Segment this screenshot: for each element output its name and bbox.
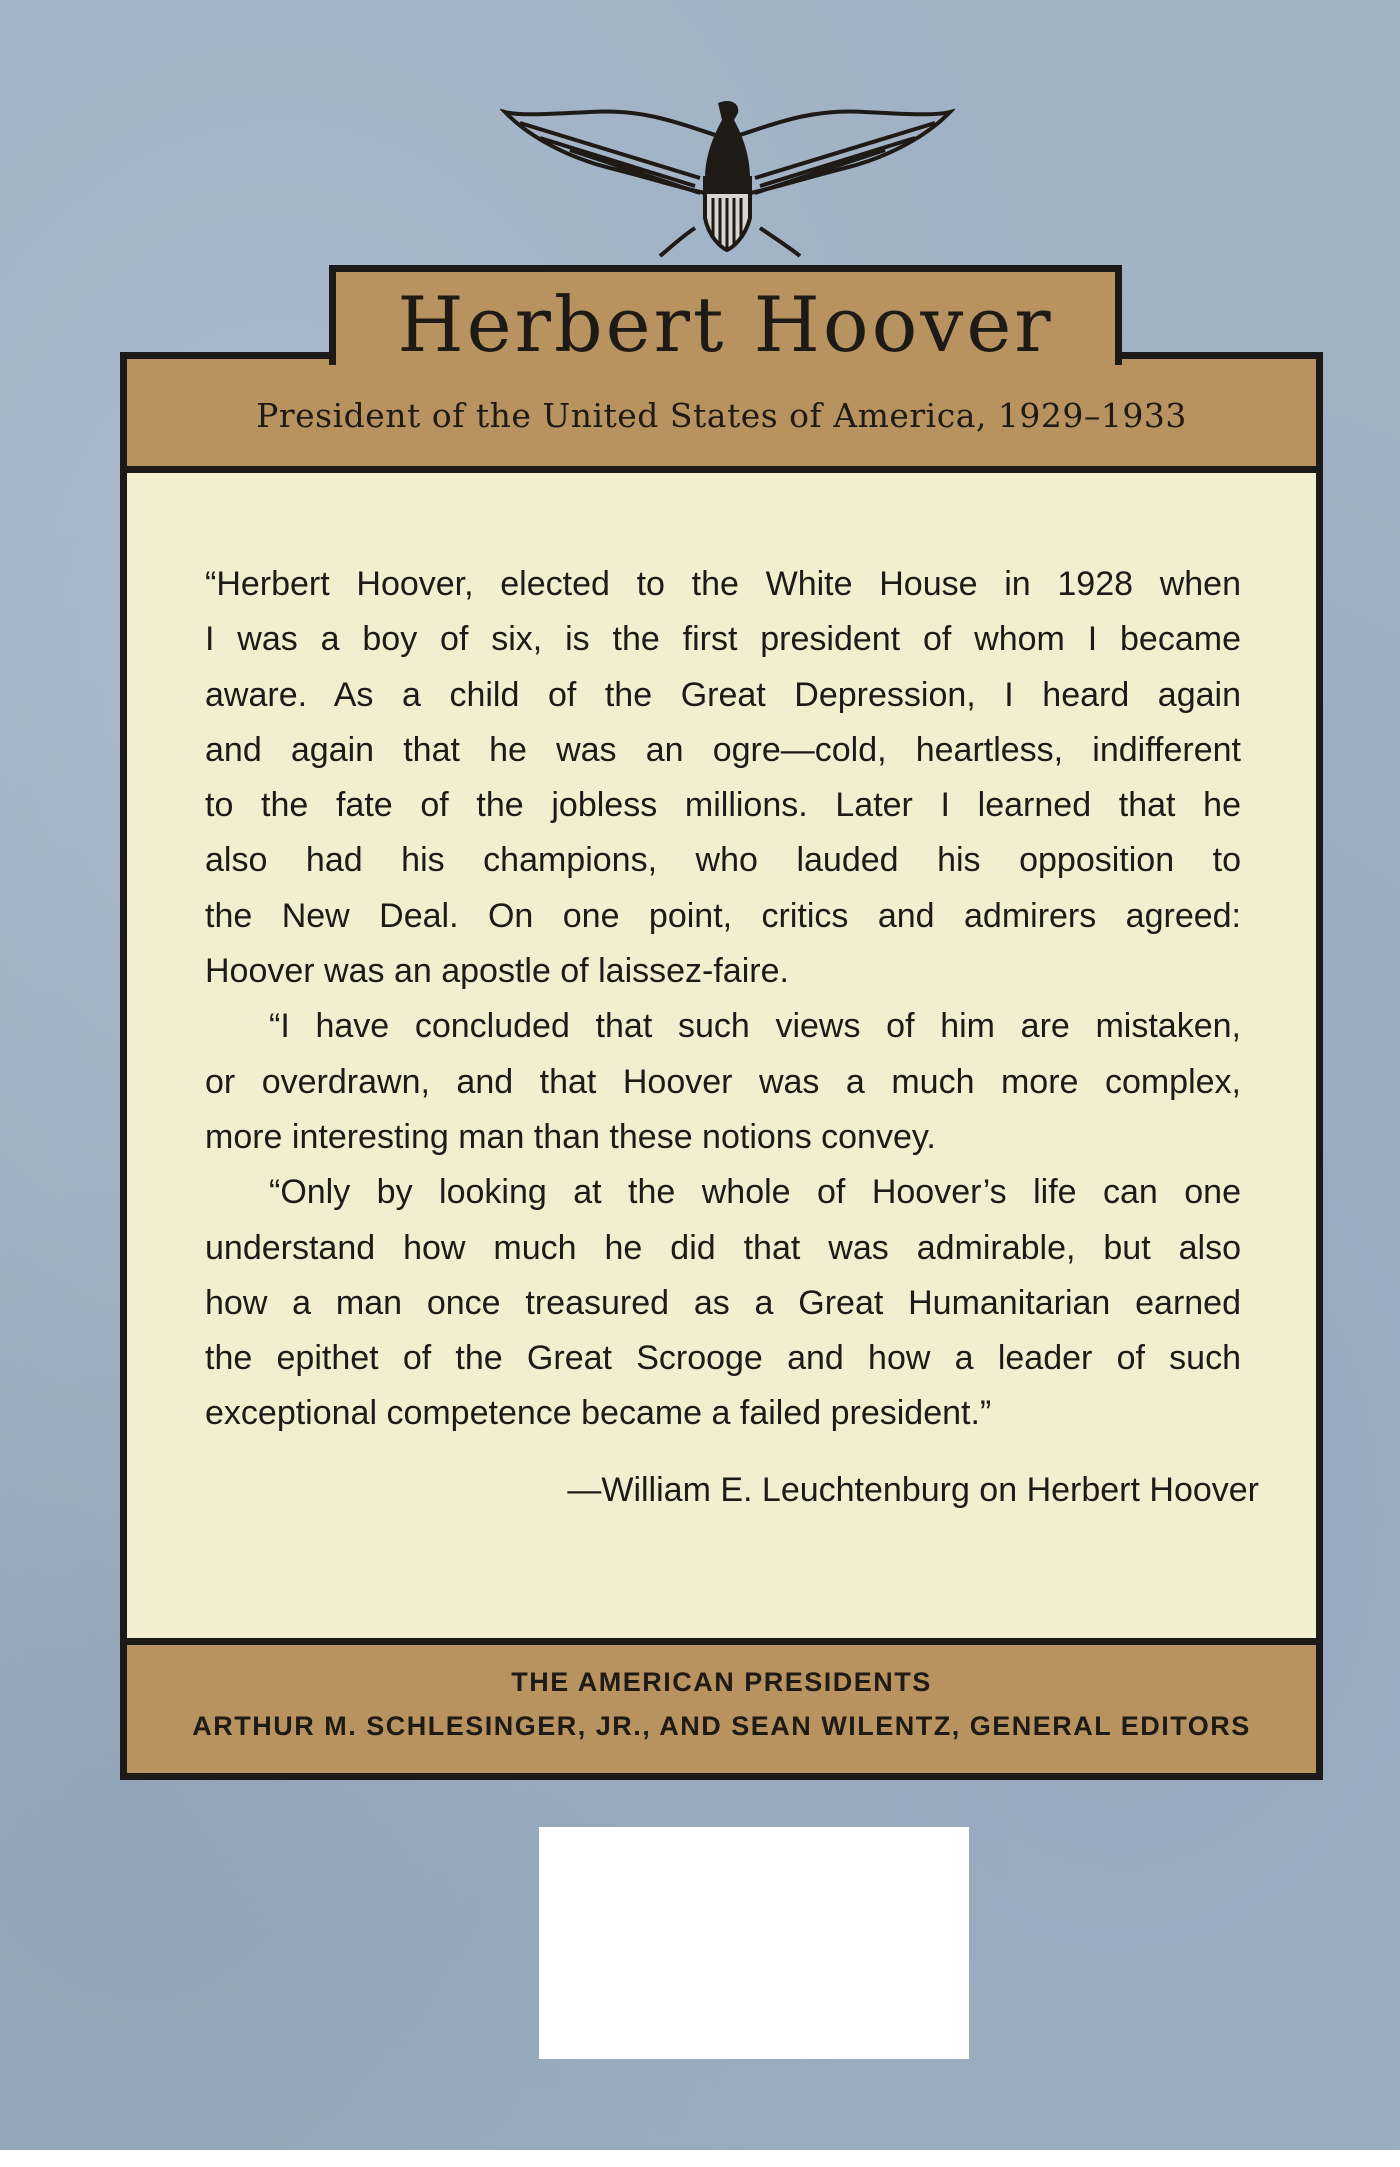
- quote-line: “Herbert Hoover, elected to the White House in 1928 when: [205, 565, 1241, 603]
- quote-line: “I have concluded that such views of him are mistaken,: [269, 1007, 1241, 1046]
- series-band: [127, 1638, 1316, 1773]
- quote-line: also had his champions, who lauded his opposition to: [205, 841, 1241, 880]
- quote-line: Hoover was an apostle of laissez-faire.: [205, 952, 789, 991]
- title-tab: [329, 265, 1122, 369]
- quote-line: more interesting man than these notions convey.: [205, 1117, 936, 1156]
- quote-line: and again that he was an ogre—cold, heartless, indifferent: [205, 730, 1241, 769]
- quote-line: exceptional competence became a failed president.”: [205, 1394, 992, 1433]
- cover-panel: [120, 352, 1323, 1780]
- quote-line: “Only by looking at the whole of Hoover’s life can one: [269, 1173, 1241, 1212]
- quote-line: how a man once treasured as a Great Humanitarian earned: [205, 1283, 1241, 1322]
- series-name: THE AMERICAN PRESIDENTS: [511, 1667, 932, 1697]
- quote-line: understand how much he did that was admirable, but also: [205, 1228, 1241, 1267]
- quote-attribution: —William E. Leuchtenburg on Herbert Hoover: [567, 1471, 1259, 1509]
- quote-line: to the fate of the jobless millions. Later I learned that he: [205, 786, 1241, 825]
- subtitle-band: [127, 359, 1316, 473]
- quote-line: or overdrawn, and that Hoover was a much more complex,: [205, 1062, 1241, 1101]
- bottom-margin: [0, 2150, 1400, 2167]
- blurb-quote: [205, 557, 1241, 1442]
- book-subtitle: President of the United States of America, 1929–1933: [256, 396, 1187, 435]
- quote-line: the epithet of the Great Scrooge and how a leader of such: [205, 1339, 1241, 1378]
- barcode-placeholder: [539, 1827, 969, 2059]
- quote-line: I was a boy of six, is the first president of whom I became: [205, 620, 1241, 659]
- quote-line: the New Deal. On one point, critics and admirers agreed:: [205, 896, 1241, 935]
- series-editors: ARTHUR M. SCHLESINGER, JR., AND SEAN WILENTZ, GENERAL EDITORS: [192, 1711, 1251, 1741]
- eagle-icon: [500, 98, 955, 258]
- quote-line: aware. As a child of the Great Depression, I heard again: [205, 675, 1241, 714]
- book-title: Herbert Hoover: [397, 280, 1054, 369]
